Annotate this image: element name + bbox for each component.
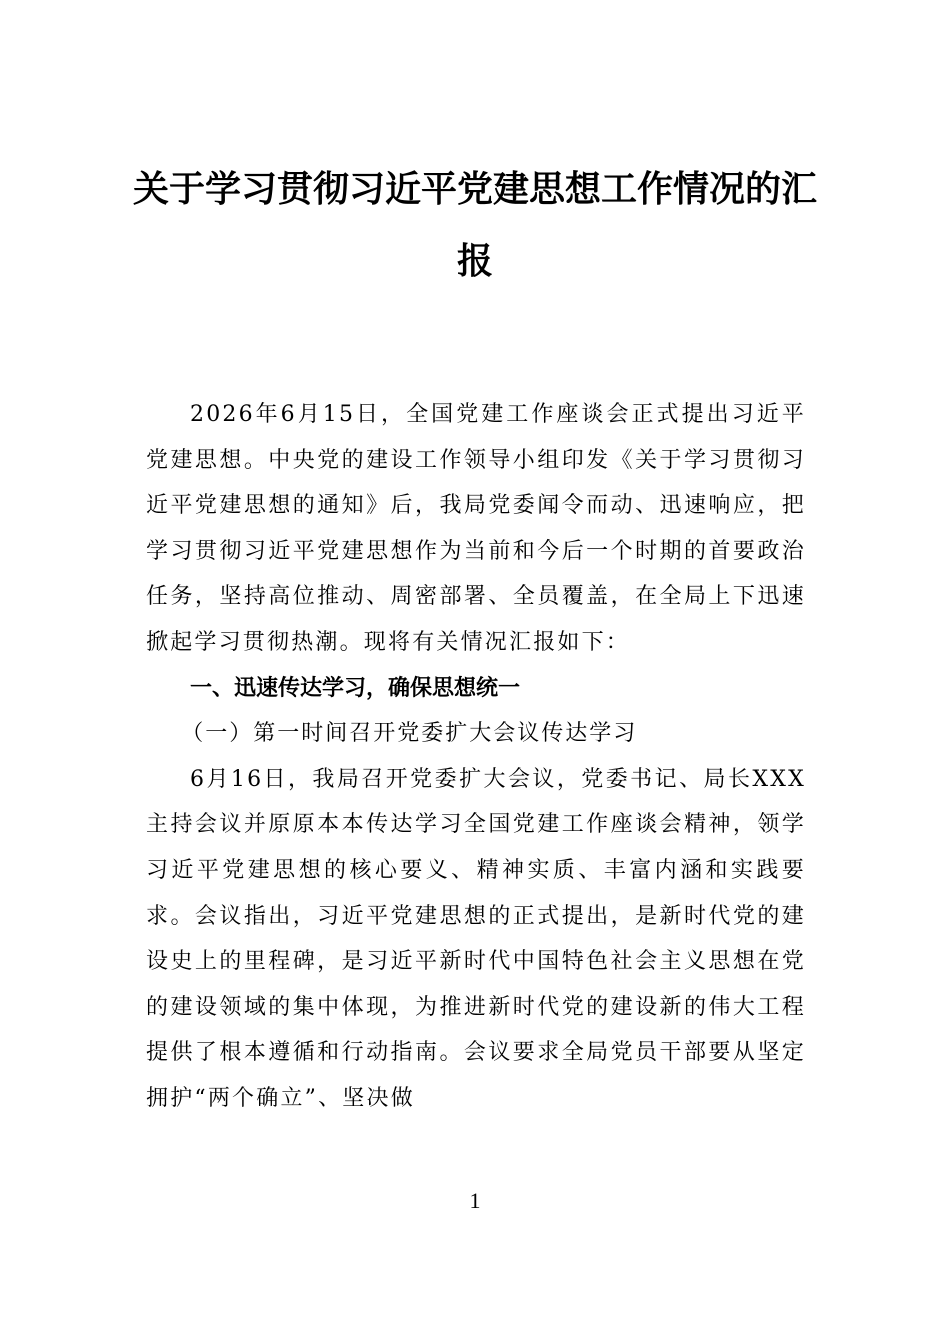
document-title: 关于学习贯彻习近平党建思想工作情况的汇报 (132, 169, 817, 282)
body-paragraph: 6月16日，我局召开党委扩大会议，党委书记、局长XXX主持会议并原原本本传达学习全国党建工作座谈会精神，领学习近平党建思想的核心要义、精神实质、丰富内涵和实践要求。会议指出，习近平党建思想的正式提出，是新时代党的建设史上的里程碑，是习近平新时代中国特色社会主义思想在党的建设领域的集中体现，为推进新时代党的建设新的伟大工程提供了根本遵循和行动指南。会议要求全局党员干部要从坚定拥护“两个确立”、坚决做 (146, 766, 806, 1111)
subsection-heading: （一）第一时间召开党委扩大会议传达学习 (181, 721, 638, 747)
page-number: 1 (469, 1188, 481, 1213)
section-heading: 一、迅速传达学习，确保思想统一 (190, 675, 521, 701)
intro-paragraph: 2026年6月15日，全国党建工作座谈会正式提出习近平党建思想。中央党的建设工作领导小组印发《关于学习贯彻习近平党建思想的通知》后，我局党委闻令而动、迅速响应，把学习贯彻习近平党建思想作为当前和今后一个时期的首要政治任务，坚持高位推动、周密部署、全员覆盖，在全局上下迅速掀起学习贯彻热潮。现将有关情况汇报如下： (146, 402, 806, 655)
document-body (146, 392, 806, 1122)
